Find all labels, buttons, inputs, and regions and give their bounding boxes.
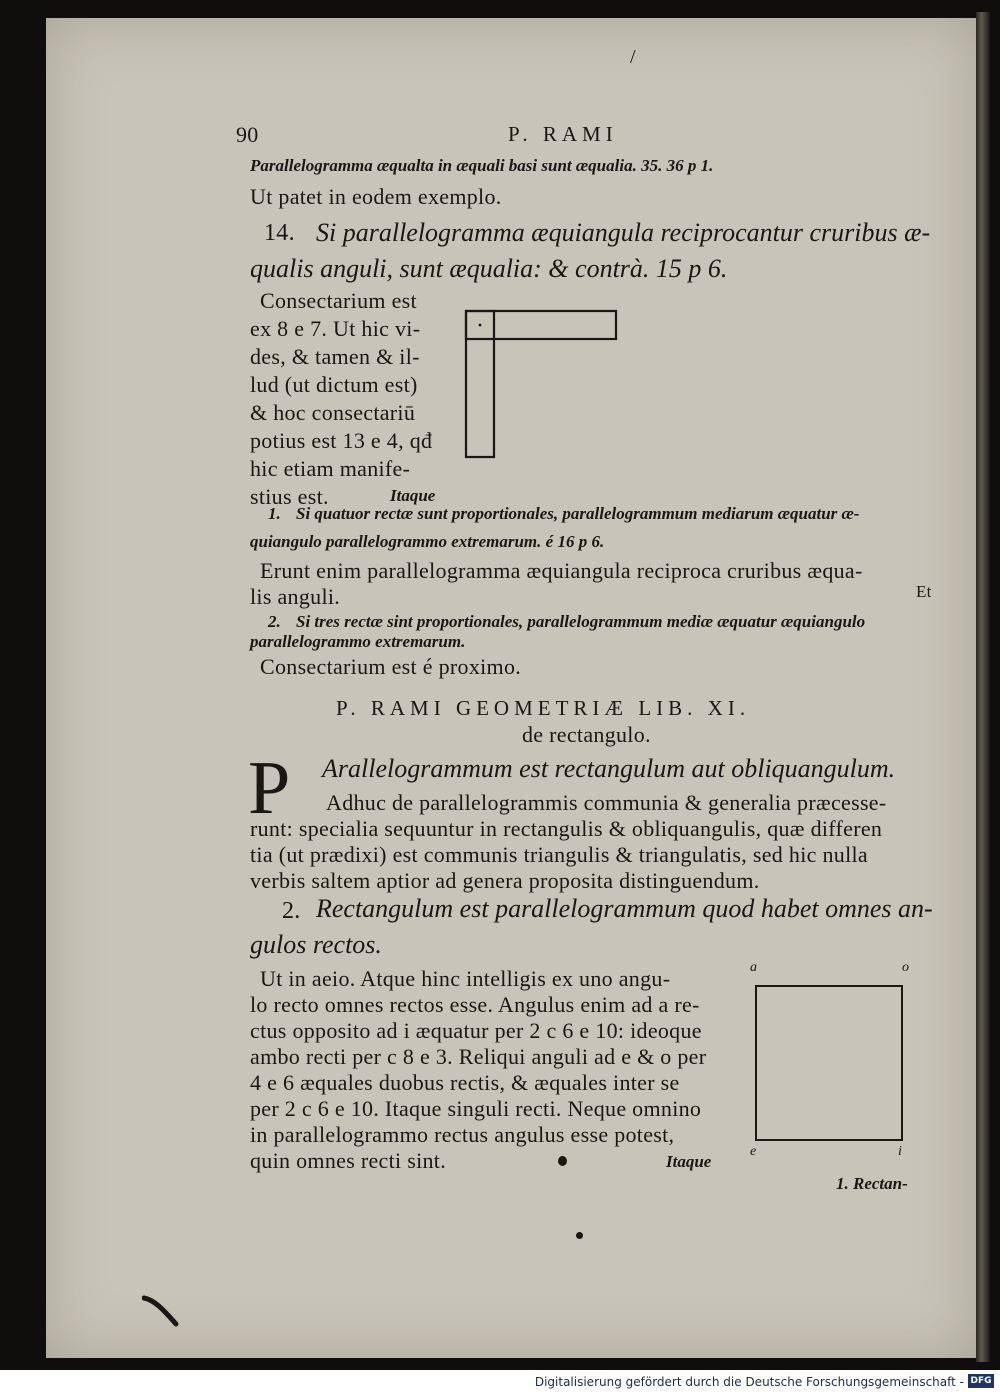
corollary-2-line-a: Si tres rectæ sint proportionales, parallelogrammum mediæ æquatur æquiangulo <box>296 612 866 631</box>
book-subheading: de rectangulo. <box>522 722 651 747</box>
horizontal-parallelogram <box>466 311 616 339</box>
prop-14-number: 14. <box>264 220 295 246</box>
definition-1: Arallelogrammum est rectangulum aut obliquangulum. <box>322 754 896 783</box>
rect-line-4: ambo recti per c 8 e 3. Reliqui anguli ad e & o per <box>250 1044 707 1069</box>
folio-number: 90 <box>236 122 259 147</box>
rect-line-2: lo recto omnes rectos esse. Angulus enim ad a re- <box>250 992 700 1017</box>
line-parallelogramma: Parallelogramma æqualta in æquali basi sunt æqualia. 35. 36 p 1. <box>250 156 714 175</box>
figure-rectangle-aeio <box>742 962 922 1162</box>
catchword-rectan: 1. Rectan- <box>836 1174 908 1193</box>
catch-itaque-1: Itaque <box>390 486 436 505</box>
consectarium-line-5: & hoc consectariū <box>250 400 416 425</box>
para-line-3: tia (ut prædixi) est communis triangulis & triangulatis, sed hic nulla <box>250 842 868 867</box>
definition-2-number: 2. <box>282 898 301 924</box>
rect-line-5: 4 e 6 æquales duobus rectis, & æquales inter se <box>250 1070 680 1095</box>
corollary-1-number: 1. <box>268 504 281 523</box>
rectangle-outline <box>756 986 902 1140</box>
corollary-1-line-a: Si quatuor rectæ sunt proportionales, parallelogrammum mediarum æquatur æ- <box>296 504 860 523</box>
prop-14-line-b: qualis anguli, sunt æqualia: & contrà. 15 p 6. <box>250 254 728 283</box>
rect-line-7: in parallelogrammo rectus angulus esse potest, <box>250 1122 675 1147</box>
rect-line-3: ctus opposito ad i æquatur per 2 c 6 e 10: ideoque <box>250 1018 702 1043</box>
erunt-line-2: lis anguli. <box>250 584 341 609</box>
consectarium-line-3: des, & tamen & il- <box>250 344 420 369</box>
ink-spot <box>558 1156 567 1166</box>
label-e: e <box>750 1144 757 1159</box>
dfg-logo: DFG <box>968 1374 994 1388</box>
book-heading: P. RAMI GEOMETRIÆ LIB. XI. <box>336 696 751 720</box>
consectarium-line-8: stius est. <box>250 484 329 509</box>
vertical-parallelogram <box>466 311 494 457</box>
label-a: a <box>750 960 757 975</box>
ink-spot <box>576 1232 583 1239</box>
rect-line-6: per 2 c 6 e 10. Itaque singuli recti. Neque omnino <box>250 1096 702 1121</box>
consectarium-line-1: Consectarium est <box>260 288 417 313</box>
figure-reciprocal-parallelograms <box>462 306 622 462</box>
label-o: o <box>902 960 909 975</box>
para-line-4: verbis saltem aptior ad genera proposita distinguendum. <box>250 868 760 893</box>
consectarium-line-7: hic etiam manife- <box>250 456 411 481</box>
rect-line-1: Ut in aeio. Atque hinc intelligis ex uno angu- <box>260 966 671 991</box>
corollary-1-line-b: quiangulo parallelogrammo extremarum. é 16 p 6. <box>250 532 605 551</box>
prop-14-line-a: Si parallelogramma æquiangula reciprocantur cruribus æ- <box>316 218 931 247</box>
drop-cap-p: P <box>248 746 291 830</box>
catch-itaque-2: Itaque <box>666 1152 712 1171</box>
definition-2-line-b: gulos rectos. <box>250 930 382 959</box>
ink-stroke-mark <box>142 1294 182 1328</box>
dfg-credit-text: Digitalisierung gefördert durch die Deutsche Forschungsgemeinschaft - <box>534 1375 964 1389</box>
running-head: P. RAMI <box>508 122 618 146</box>
line-ut-patet: Ut patet in eodem exemplo. <box>250 184 502 209</box>
corollary-2-number: 2. <box>268 612 281 631</box>
consectarium-line-2: ex 8 e 7. Ut hic vi- <box>250 316 421 341</box>
erunt-line-1: Erunt enim parallelogramma æquiangula reciproca cruribus æqua- <box>260 558 863 583</box>
digitization-footer <box>0 1370 1000 1395</box>
definition-2-line-a: Rectangulum est parallelogrammum quod habet omnes an- <box>316 894 933 923</box>
consectarium-line-6: potius est 13 e 4, qđ <box>250 428 433 453</box>
consectarium-line-4: lud (ut dictum est) <box>250 372 418 397</box>
catch-et: Et <box>916 582 932 601</box>
label-i: i <box>898 1144 902 1159</box>
book-page <box>46 18 976 1358</box>
top-mark: / <box>630 46 636 68</box>
corollary-2-line-b: parallelogrammo extremarum. <box>250 632 466 651</box>
para-line-2: runt: specialia sequuntur in rectangulis & obliquangulis, quæ differen <box>250 816 883 841</box>
page-edge <box>976 12 990 1362</box>
corollary-2-line-c: Consectarium est é proximo. <box>260 654 522 679</box>
para-line-1: Adhuc de parallelogrammis communia & generalia præcesse- <box>326 790 887 815</box>
rect-line-8: quin omnes recti sint. <box>250 1148 447 1173</box>
